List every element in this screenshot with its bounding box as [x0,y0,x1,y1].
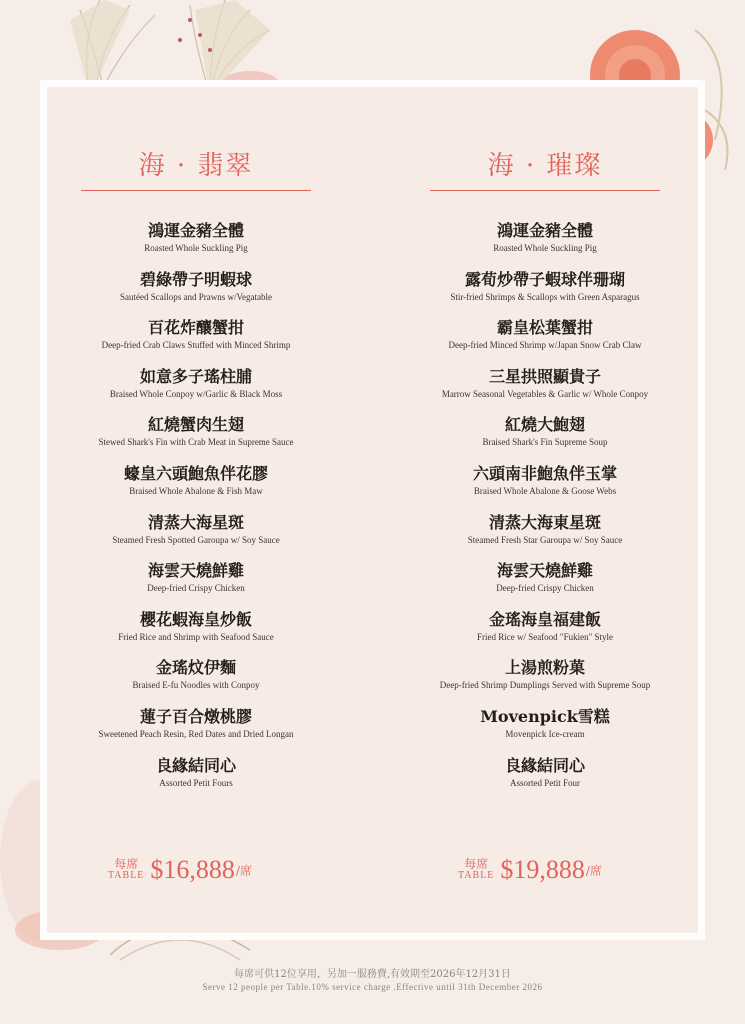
price-unit: /席 [235,863,252,878]
dish-item [46,270,346,319]
dish-name-cn: 百花炸釀蟹拑 [147,318,244,338]
dish-name-en: Steamed Fresh Spotted Garoupa w/ Soy Sauce [112,534,280,545]
menu-heading: 海 · 璀璨 [487,151,603,181]
dish-name-en: Deep-fried Minced Shrimp w/Japan Snow Crab Claw [448,340,642,351]
dish-item [395,270,695,319]
dish-name-en: Fried Rice and Shrimp with Seafood Sauce [118,631,274,642]
price-label-cn: 每席 [464,857,489,871]
dish-name-en: Sautéed Scallops and Prawns w/Vegatable [120,291,272,302]
dish-name-en: Braised Shark's Fin Supreme Soup [482,437,608,448]
dish-item [46,415,346,464]
dish-name-en: Braised Whole Abalone & Fish Maw [129,485,263,496]
table-price [108,850,252,890]
table-price [458,850,602,890]
dish-item [395,318,695,367]
menu-column-brilliance [395,146,695,804]
price-amount: $19,888 [500,855,585,884]
dish-item [395,658,695,707]
price-label [108,858,144,882]
dish-name-cn: 如意多子瑤柱脯 [139,366,252,386]
footer-note-en: Serve 12 people per Table.10% service charge .Effective until 31th December 2026 [202,982,543,992]
dish-name-cn: 金瑤炆伊麵 [155,658,236,678]
dish-name-cn: 紅燒大鮑翅 [504,415,585,435]
price-label-en: TABLE [458,870,495,881]
dish-name-en: Fried Rice w/ Seafood "Fukien" Style [476,631,614,642]
dish-name-cn: 海雲天燒鮮雞 [496,561,593,581]
dish-item [395,367,695,416]
footer-note-cn: 每席可供12位享用，另加一服務費,有效期至2026年12月31日 [234,969,511,980]
dish-item [46,367,346,416]
dish-name-en: Assorted Petit Fours [159,777,233,788]
dish-name-en: Stewed Shark's Fin with Crab Meat in Supreme Sauce [98,437,294,448]
price-amount: $16,888 [150,855,235,884]
dish-item [395,513,695,562]
dish-item [395,464,695,513]
heading-divider [430,190,660,191]
menu-heading: 海 · 翡翠 [138,151,254,181]
dish-name-cn: 三星拱照顯貴子 [488,366,601,386]
dish-name-en: Roasted Whole Suckling Pig [493,243,597,253]
dish-item [46,707,346,756]
dish-name-cn: 金瑤海皇福建飯 [488,609,601,629]
dish-item [395,561,695,610]
dish-name-cn: 良緣結同心 [504,755,585,775]
dish-item [46,658,346,707]
dish-name-cn: 六頭南非鮑魚伴玉掌 [472,463,617,483]
dish-name-cn: 鴻運金豬全體 [147,221,244,240]
dish-name-en: Braised E-fu Noodles with Conpoy [132,680,260,691]
dish-item [395,221,695,270]
dish-name-en: Movenpick Ice-cream [505,728,585,739]
dish-list [395,221,695,804]
dish-name-cn: 蠔皇六頭鮑魚伴花膠 [123,463,268,483]
heading-divider [81,190,311,191]
dish-name-cn: 良緣結同心 [155,755,236,775]
menu-column-jade [46,146,346,804]
dish-item [46,221,346,270]
dish-name-cn: 蓮子百合燉桃膠 [139,706,252,726]
dish-item [395,756,695,805]
dish-name-en: Roasted Whole Suckling Pig [144,243,248,253]
dish-name-cn: 碧綠帶子明蝦球 [139,269,252,289]
dish-item [46,561,346,610]
dish-name-cn: 清蒸大海東星斑 [488,512,601,532]
dish-item [395,610,695,659]
dish-name-cn: 紅燒蟹肉生翅 [147,415,244,435]
dish-name-cn: 露荀炒帶子蝦球伴珊瑚 [464,269,625,289]
dish-item [46,464,346,513]
dish-name-en: Deep-fried Crispy Chicken [147,583,245,594]
dish-list [46,221,346,804]
dish-name-en: Marrow Seasonal Vegetables & Garlic w/ Whole Conpoy [441,388,649,399]
dish-name-cn: 清蒸大海星斑 [147,512,244,532]
price-label-en: TABLE [108,870,145,881]
dish-name-en: Braised Whole Conpoy w/Garlic & Black Moss [109,388,283,399]
dish-name-en: Assorted Petit Four [509,777,580,788]
dish-item [46,318,346,367]
dish-name-en: Deep-fried Crab Claws Stuffed with Minced Shrimp [101,340,291,351]
dish-item [46,610,346,659]
dish-name-en: Deep-fried Crispy Chicken [496,583,594,594]
dish-name-cn: 上湯煎粉菓 [504,658,585,678]
dish-name-en: Steamed Fresh Star Garoupa w/ Soy Sauce [467,534,623,545]
price-label [458,858,494,882]
dish-name-cn: 鴻運金豬全體 [496,221,593,240]
dish-name-cn: 海雲天燒鮮雞 [147,561,244,581]
dish-item [46,513,346,562]
dish-item [395,415,695,464]
dish-name-en: Deep-fried Shrimp Dumplings Served with Supreme Soup [439,680,651,691]
dish-name-en: Braised Whole Abalone & Goose Webs [473,485,617,496]
price-unit: /席 [585,863,602,878]
dish-name-en: Sweetened Peach Resin, Red Dates and Dried Longan [98,728,294,739]
dish-name-cn: Movenpick雪糕 [480,706,610,726]
dish-name-cn: 櫻花蝦海皇炒飯 [139,609,252,629]
dish-item [46,756,346,805]
dish-name-en: Stir-fried Shrimps & Scallops with Green Asparagus [450,291,640,302]
price-label-cn: 每席 [114,857,139,871]
dish-name-cn: 霸皇松葉蟹拑 [496,318,593,338]
dish-item [395,707,695,756]
